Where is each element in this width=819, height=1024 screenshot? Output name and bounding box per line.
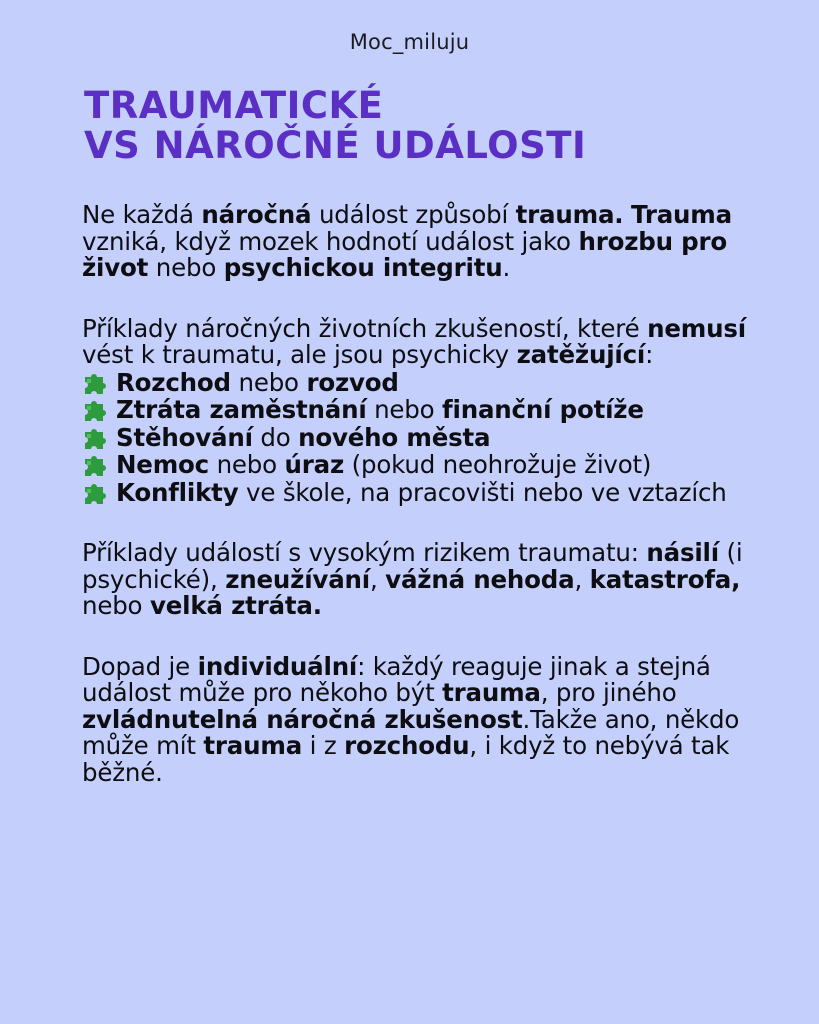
list-item: [82, 479, 782, 507]
bold-text: zneužívání: [225, 564, 370, 594]
text-run: ve škole, na pracovišti nebo ve vztazích: [238, 477, 727, 507]
bold-text: Trauma: [631, 200, 732, 229]
page-title: [84, 86, 586, 166]
bold-text: Ztráta zaměstnání: [116, 395, 367, 424]
bold-text: úraz: [284, 450, 345, 479]
puzzle-piece-icon: [82, 479, 110, 505]
text-run: nebo: [209, 450, 285, 479]
text-run: nebo: [148, 253, 224, 282]
text-run: (pokud neohrožuje život): [344, 450, 652, 479]
text-run: : každý reaguje jinak a stejná událost může pro někoho být: [82, 651, 711, 707]
text-run: ,: [369, 564, 386, 594]
bold-text: hrozbu pro život: [82, 226, 728, 282]
text-run: do: [252, 422, 299, 452]
text-run: [623, 200, 631, 229]
bold-text: Konflikty: [116, 477, 239, 507]
text-run: nebo: [82, 591, 150, 620]
bold-text: rozvod: [306, 367, 399, 397]
bold-text: psychickou integritu: [223, 253, 503, 282]
bold-text: velká ztráta.: [149, 591, 322, 620]
bold-text: trauma: [203, 731, 303, 760]
bold-text: rozchodu: [344, 731, 470, 760]
text-run: (i psychické),: [82, 538, 743, 594]
text-run: Ne každá: [82, 200, 202, 229]
bold-text: Stěhování: [116, 422, 253, 452]
bold-text: vážná nehoda: [385, 564, 575, 594]
puzzle-piece-icon: [82, 424, 110, 450]
text-run: vzniká, když mozek hodnotí událost jako: [82, 226, 579, 256]
text-run: nebo: [366, 395, 443, 424]
bold-text: násilí: [646, 538, 719, 567]
bold-text: nového města: [298, 422, 491, 452]
puzzle-piece-icon: [82, 396, 110, 422]
text-run: Dopad je: [82, 651, 198, 681]
bold-text: nemusí: [647, 313, 746, 343]
bold-text: katastrofa,: [589, 564, 741, 594]
bold-text: Rozchod: [116, 367, 231, 397]
title-line-2: VS NÁROČNÉ UDÁLOSTI: [84, 124, 587, 167]
text-run: událost způsobí: [311, 200, 516, 229]
bold-text: zvládnutelná náročná zkušenost: [82, 704, 523, 734]
list-item: [82, 396, 782, 424]
text-run: i z: [302, 731, 345, 760]
bold-text: trauma.: [515, 200, 624, 229]
intro-paragraph: [82, 202, 782, 282]
text-run: , i když to nebývá tak běžné.: [82, 731, 730, 787]
high-risk-paragraph: [82, 540, 782, 620]
account-handle: Moc_miluju: [349, 30, 470, 54]
text-run: :: [645, 340, 654, 369]
bold-text: zatěžující: [516, 340, 646, 369]
puzzle-piece-icon: [82, 451, 110, 477]
post-body: [82, 202, 782, 820]
puzzle-piece-icon: [82, 369, 110, 395]
impact-paragraph: [82, 651, 782, 787]
text-run: , pro jiného: [540, 678, 677, 707]
title-line-1: TRAUMATICKÉ: [84, 84, 384, 127]
bold-text: individuální: [197, 651, 358, 681]
text-run: ,: [574, 564, 590, 594]
text-run: .: [502, 253, 511, 282]
examples-list: [82, 369, 782, 507]
bold-text: trauma: [442, 678, 541, 707]
text-run: .Takže ano, někdo může mít: [82, 704, 740, 760]
bold-text: Nemoc: [116, 450, 210, 479]
list-item: [82, 451, 782, 479]
text-run: Příklady událostí s vysokým rizikem traumatu:: [82, 538, 647, 567]
examples-intro-paragraph: [82, 313, 782, 369]
text-run: nebo: [230, 367, 307, 397]
text-run: Příklady náročných životních zkušeností, které: [82, 313, 648, 343]
list-item: [82, 424, 782, 452]
bold-text: finanční potíže: [442, 395, 644, 424]
bold-text: náročná: [201, 200, 312, 229]
list-item: [82, 369, 782, 397]
text-run: vést k traumatu, ale jsou psychicky: [82, 340, 517, 369]
